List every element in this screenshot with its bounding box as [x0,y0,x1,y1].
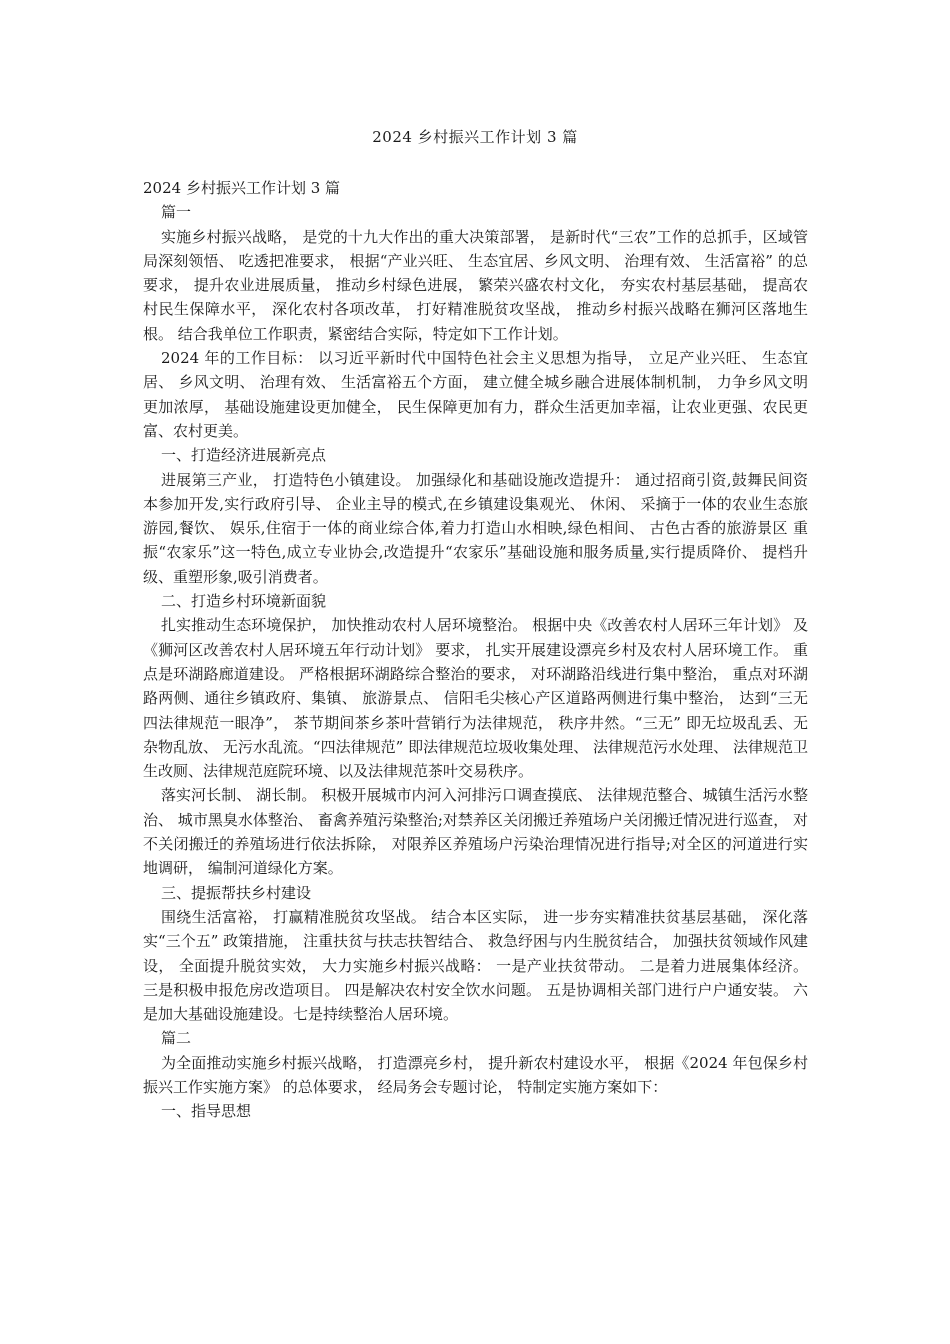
paragraph-goals: 2024 年的工作目标： 以习近平新时代中国特色社会主义思想为指导， 立足产业兴旺、 生态宜居、 乡风文明、 治理有效、 生活富裕五个方面， 建立健全城乡融合进展体制机制， 力争乡风文明更加浓厚， 基础设施建设更加健全， 民生保障更加有力，群众生活更加幸福，让农业更强、农民更富、农村更美。 [143,349,808,440]
paragraph-part-two-intro: 为全面推动实施乡村振兴战略， 打造漂亮乡村， 提升新农村建设水平， 根据《2024 年包保乡村振兴工作实施方案》 的总体要求， 经局务会专题讨论， 特制定实施方案如下： [143,1053,808,1096]
section-heading-environment: 二、打造乡村环境新面貌 [161,592,327,611]
document-body [143,176,808,1124]
paragraph-environment: 扎实推动生态环境保护， 加快推动农村人居环境整治。 根据中央《改善农村人居环三年计划》 及《狮河区改善农村人居环境五年行动计划》 要求， 扎实开展建设漂亮乡村及农村人居环境工作。 重点是环湖路廊道建设。 严格根据环湖路综合整治的要求， 对环湖路沿线进行集中整治， 重点对环湖路两侧、通往乡镇政府、集镇、 旅游景点、 信阳毛尖核心产区道路两侧进行集中整治， 达到“三无四法律规范一眼净”， 茶节期间茶乡茶叶营销行为法律规范， 秩序井然。“三无” 即无垃圾乱丢、无杂物乱放、 无污水乱流。“四法律规范” 即法律规范垃圾收集处理、 法律规范污水处理、 法律规范卫生改厕、法律规范庭院环境、以及法律规范茶叶交易秩序。 [143,616,808,781]
section-heading-part-two: 篇二 [161,1029,192,1048]
document-title: 2024 乡村振兴工作计划 3 篇 [372,128,578,146]
section-heading-economy: 一、打造经济进展新亮点 [161,446,327,465]
paragraph-intro: 实施乡村振兴战略， 是党的十九大作出的重大决策部署， 是新时代“三农”工作的总抓手，区域管局深刻领悟、 吃透把准要求， 根据“产业兴旺、 生态宜居、乡风文明、 治理有效、 生活富裕” 的总要求， 提升农业进展质量， 推动乡村绿色进展， 繁荣兴盛农村文化， 夯实农村基层基础， 提高农村民生保障水平， 深化农村各项改革， 打好精准脱贫攻坚战， 推动乡村振兴战略在狮河区落地生根。 结合我单位工作职责，紧密结合实际，特定如下工作计划。 [143,227,808,343]
section-heading-part-one: 篇一 [161,203,192,222]
section-heading-assistance: 三、提振帮扶乡村建设 [161,883,312,902]
document-subtitle: 2024 乡村振兴工作计划 3 篇 [143,179,341,197]
section-heading-guiding-ideology: 一、指导思想 [161,1102,252,1121]
paragraph-assistance: 围绕生活富裕， 打赢精准脱贫攻坚战。 结合本区实际， 进一步夯实精准扶贫基层基础， 深化落实“三个五” 政策措施， 注重扶贫与扶志扶智结合、 救急纾困与内生脱贫结合， 加强扶贫领域作风建设， 全面提升脱贫实效， 大力实施乡村振兴战略： 一是产业扶贫带动。 二是着力进展集体经济。 三是积极申报危房改造项目。 四是解决农村安全饮水问题。 五是协调相关部门进行户户通安装。 六是加大基础设施建设。七是持续整治人居环境。 [143,907,808,1024]
paragraph-river-chief: 落实河长制、 湖长制。 积极开展城市内河入河排污口调查摸底、 法律规范整合、城镇生活污水整治、 城市黑臭水体整治、 畜禽养殖污染整治;对禁养区关闭搬迁养殖场户关闭搬迁情况进行巡查， 对不关闭搬迁的养殖场进行依法拆除， 对限养区养殖场户污染治理情况进行指导;对全区的河道进行实地调研， 编制河道绿化方案。 [143,786,808,878]
paragraph-economy: 进展第三产业， 打造特色小镇建设。 加强绿化和基础设施改造提升： 通过招商引资,鼓舞民间资本参加开发,实行政府引导、 企业主导的模式,在乡镇建设集观光、 休闲、 采摘于一体的农业生态旅游园,餐饮、 娱乐,住宿于一体的商业综合体,着力打造山水相映,绿色相间、 古色古香的旅游景区 重振“农家乐”这一特色,成立专业协会,改造提升“农家乐”基础设施和服务质量,实行提质降价、 提档升级、重塑形象,吸引消费者。 [143,470,808,586]
